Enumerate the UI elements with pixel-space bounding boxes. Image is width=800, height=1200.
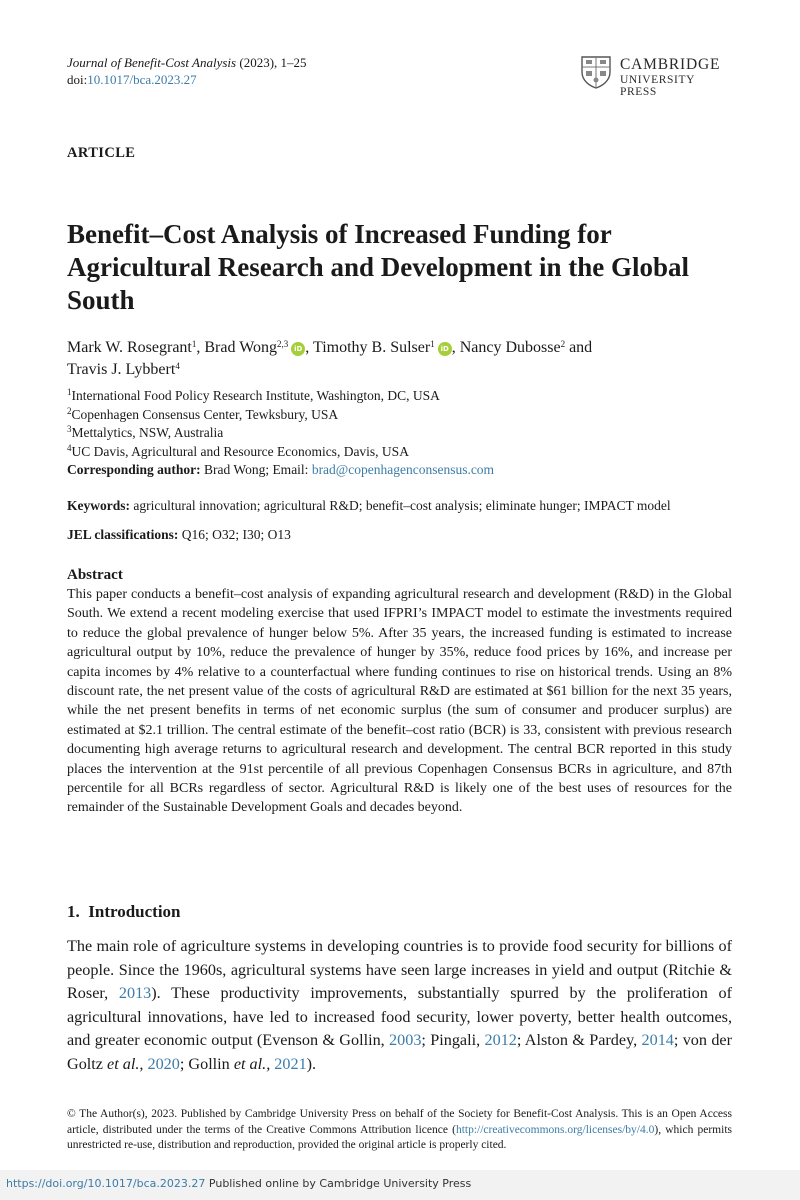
author-affil-sup: 2,3 — [277, 339, 289, 349]
citation-link[interactable]: 2014 — [641, 1031, 674, 1049]
keywords — [67, 497, 737, 515]
affiliations — [67, 387, 737, 480]
corresponding-email-link[interactable]: brad@copenhagenconsensus.com — [311, 462, 495, 477]
affiliation-item — [67, 406, 737, 425]
affiliation-text: UC Davis, Agricultural and Resource Economics, Davis, USA — [71, 443, 409, 459]
citation-link[interactable]: 2012 — [484, 1031, 517, 1049]
citation-link[interactable]: 2003 — [389, 1031, 422, 1049]
section-number: 1. — [67, 902, 80, 921]
affiliation-text: Copenhagen Consensus Center, Tewksbury, USA — [71, 406, 339, 422]
introduction-paragraph — [67, 935, 732, 1076]
citation-link[interactable]: 2021 — [274, 1054, 307, 1073]
author-name: Nancy Dubosse — [459, 339, 561, 356]
intro-etal: et al., — [107, 1054, 144, 1073]
intro-text: The main role of agriculture systems in developing countries is to provide food security for billions of people. Since the 1960s, agricultural systems have seen large increases in yield and output (Ritchie & Roser, — [67, 937, 732, 1002]
affiliation-number: 4 — [67, 442, 72, 453]
author-separator: , — [451, 339, 460, 356]
article-type-label: ARTICLE — [67, 145, 136, 161]
corresponding-label: Corresponding author: — [67, 462, 201, 477]
author-name: Timothy B. Sulser — [312, 339, 431, 356]
author-separator: , — [196, 339, 205, 356]
orcid-icon[interactable]: iD — [438, 342, 452, 356]
affiliation-number: 2 — [67, 405, 72, 416]
jel-label: JEL classifications: — [67, 527, 179, 542]
intro-etal: et al., — [233, 1054, 271, 1073]
intro-text: ; Alston & Pardey, — [516, 1031, 642, 1049]
jel-classifications — [67, 526, 737, 544]
section-title: Introduction — [88, 902, 181, 921]
journal-citation — [67, 54, 307, 88]
intro-text: ; Pingali, — [421, 1031, 485, 1049]
journal-name: Journal of Benefit-Cost Analysis — [67, 55, 237, 70]
author-name: Travis J. Lybbert — [67, 361, 176, 378]
author-affil-sup: 2 — [560, 339, 566, 349]
cambridge-shield-icon — [580, 55, 612, 89]
affiliation-number: 3 — [67, 424, 72, 434]
corresponding-author — [67, 461, 737, 480]
jel-text: Q16; O32; I30; O13 — [178, 527, 291, 542]
author-list — [67, 337, 737, 381]
doi-prefix: doi: — [67, 72, 88, 87]
abstract-heading: Abstract — [67, 567, 123, 583]
section-heading-introduction — [67, 902, 181, 922]
author-name: Brad Wong — [204, 339, 278, 356]
citation-link[interactable]: 2013 — [118, 984, 152, 1002]
abstract-text: This paper conducts a benefit–cost analysis of expanding agricultural research and development (R&D) in the Global South. We extend a recent modeling exercise that used IFPRI’s IMPACT model to estimate the investments required to reduce the global prevalence of hunger below 5%. After 35 years, the increased funding is estimated to increase agricultural output by 10%, reduce the prevalence of hunger by 35%, reduce food prices by 16%, and increase per capita incomes by 4% relative to a counterfactual where funding continues to rise on historical trends. Using an 8% discount rate, the net present value of the costs of agricultural R&D are estimated at $61 billion for the next 35 years, while the net present benefits in terms of net economic surplus (the sum of consumer and producer surplus) are estimated at $2.1 trillion. The central estimate of the benefit–cost ratio (BCR) is 33, consistent with previous research documenting high average returns to agricultural research and development. The central BCR reported in this study places the intervention at the 91st percentile of all previous Copenhagen Consensus BCRs in agriculture, and 87th percentile for all BCRs regardless of sector. Agricultural R&D is likely one of the best uses of resources for the remainder of the Sustainable Development Goals and decades beyond. — [67, 587, 732, 816]
author-name: Mark W. Rosegrant — [67, 339, 192, 356]
article-title: Benefit–Cost Analysis of Increased Funding for Agricultural Research and Development in the Global South — [67, 219, 689, 315]
publisher-subname: UNIVERSITY PRESS — [620, 74, 695, 98]
keywords-text: agricultural innovation; agricultural R&D; benefit–cost analysis; eliminate hunger; IMPACT model — [130, 498, 671, 513]
author-affil-sup: 1 — [191, 339, 197, 349]
publisher-logo[interactable] — [580, 55, 730, 98]
page-footer — [0, 1170, 800, 1200]
citation-link[interactable]: 2020 — [147, 1054, 180, 1073]
author-affil-sup: 4 — [175, 361, 180, 371]
intro-text: ). — [306, 1054, 317, 1073]
license-text: © The Author(s), 2023. Published by Cambridge University Press on behalf of the Society for Benefit-Cost Analysis. This is an Open Access article, distributed under the terms of the Creative Commons Attribution licence ( — [67, 1108, 732, 1136]
intro-text: ; Gollin — [179, 1054, 234, 1073]
doi-link[interactable]: 10.1017/bca.2023.27 — [87, 72, 197, 87]
intro-text: ). These productivity improvements, substantially spurred by the proliferation of agricultural innovations, have led to increased food security, lower poverty, better health outcomes, and greater economic output (Evenson & Gollin, — [67, 984, 732, 1049]
intro-text: ; von der Goltz — [67, 1031, 732, 1073]
journal-year-pages: (2023), 1–25 — [236, 55, 307, 70]
footer-doi-link[interactable]: https://doi.org/10.1017/bca.2023.27 — [6, 1177, 206, 1190]
publisher-name: CAMBRIDGE — [620, 56, 721, 73]
affiliation-text: Mettalytics, NSW, Australia — [71, 425, 224, 440]
affiliation-item — [67, 443, 737, 462]
license-text: ), which permits unrestricted re-use, distribution and reproduction, provided the original article is properly cited. — [67, 1123, 732, 1151]
license-url-link[interactable]: http://creativecommons.org/licenses/by/4.0 — [455, 1123, 655, 1136]
author-separator: and — [565, 339, 593, 356]
affiliation-text: International Food Policy Research Institute, Washington, DC, USA — [71, 388, 440, 403]
affiliation-item — [67, 424, 737, 443]
orcid-icon[interactable]: iD — [291, 342, 305, 356]
footer-text: Published online by Cambridge University Press — [205, 1177, 472, 1190]
corresponding-text: Brad Wong; Email: — [200, 462, 312, 477]
affiliation-number: 1 — [67, 387, 72, 397]
license-notice — [67, 1107, 732, 1154]
author-separator: , — [305, 339, 313, 356]
keywords-label: Keywords: — [67, 498, 130, 513]
author-affil-sup: 1 — [430, 339, 435, 349]
affiliation-item — [67, 387, 737, 406]
